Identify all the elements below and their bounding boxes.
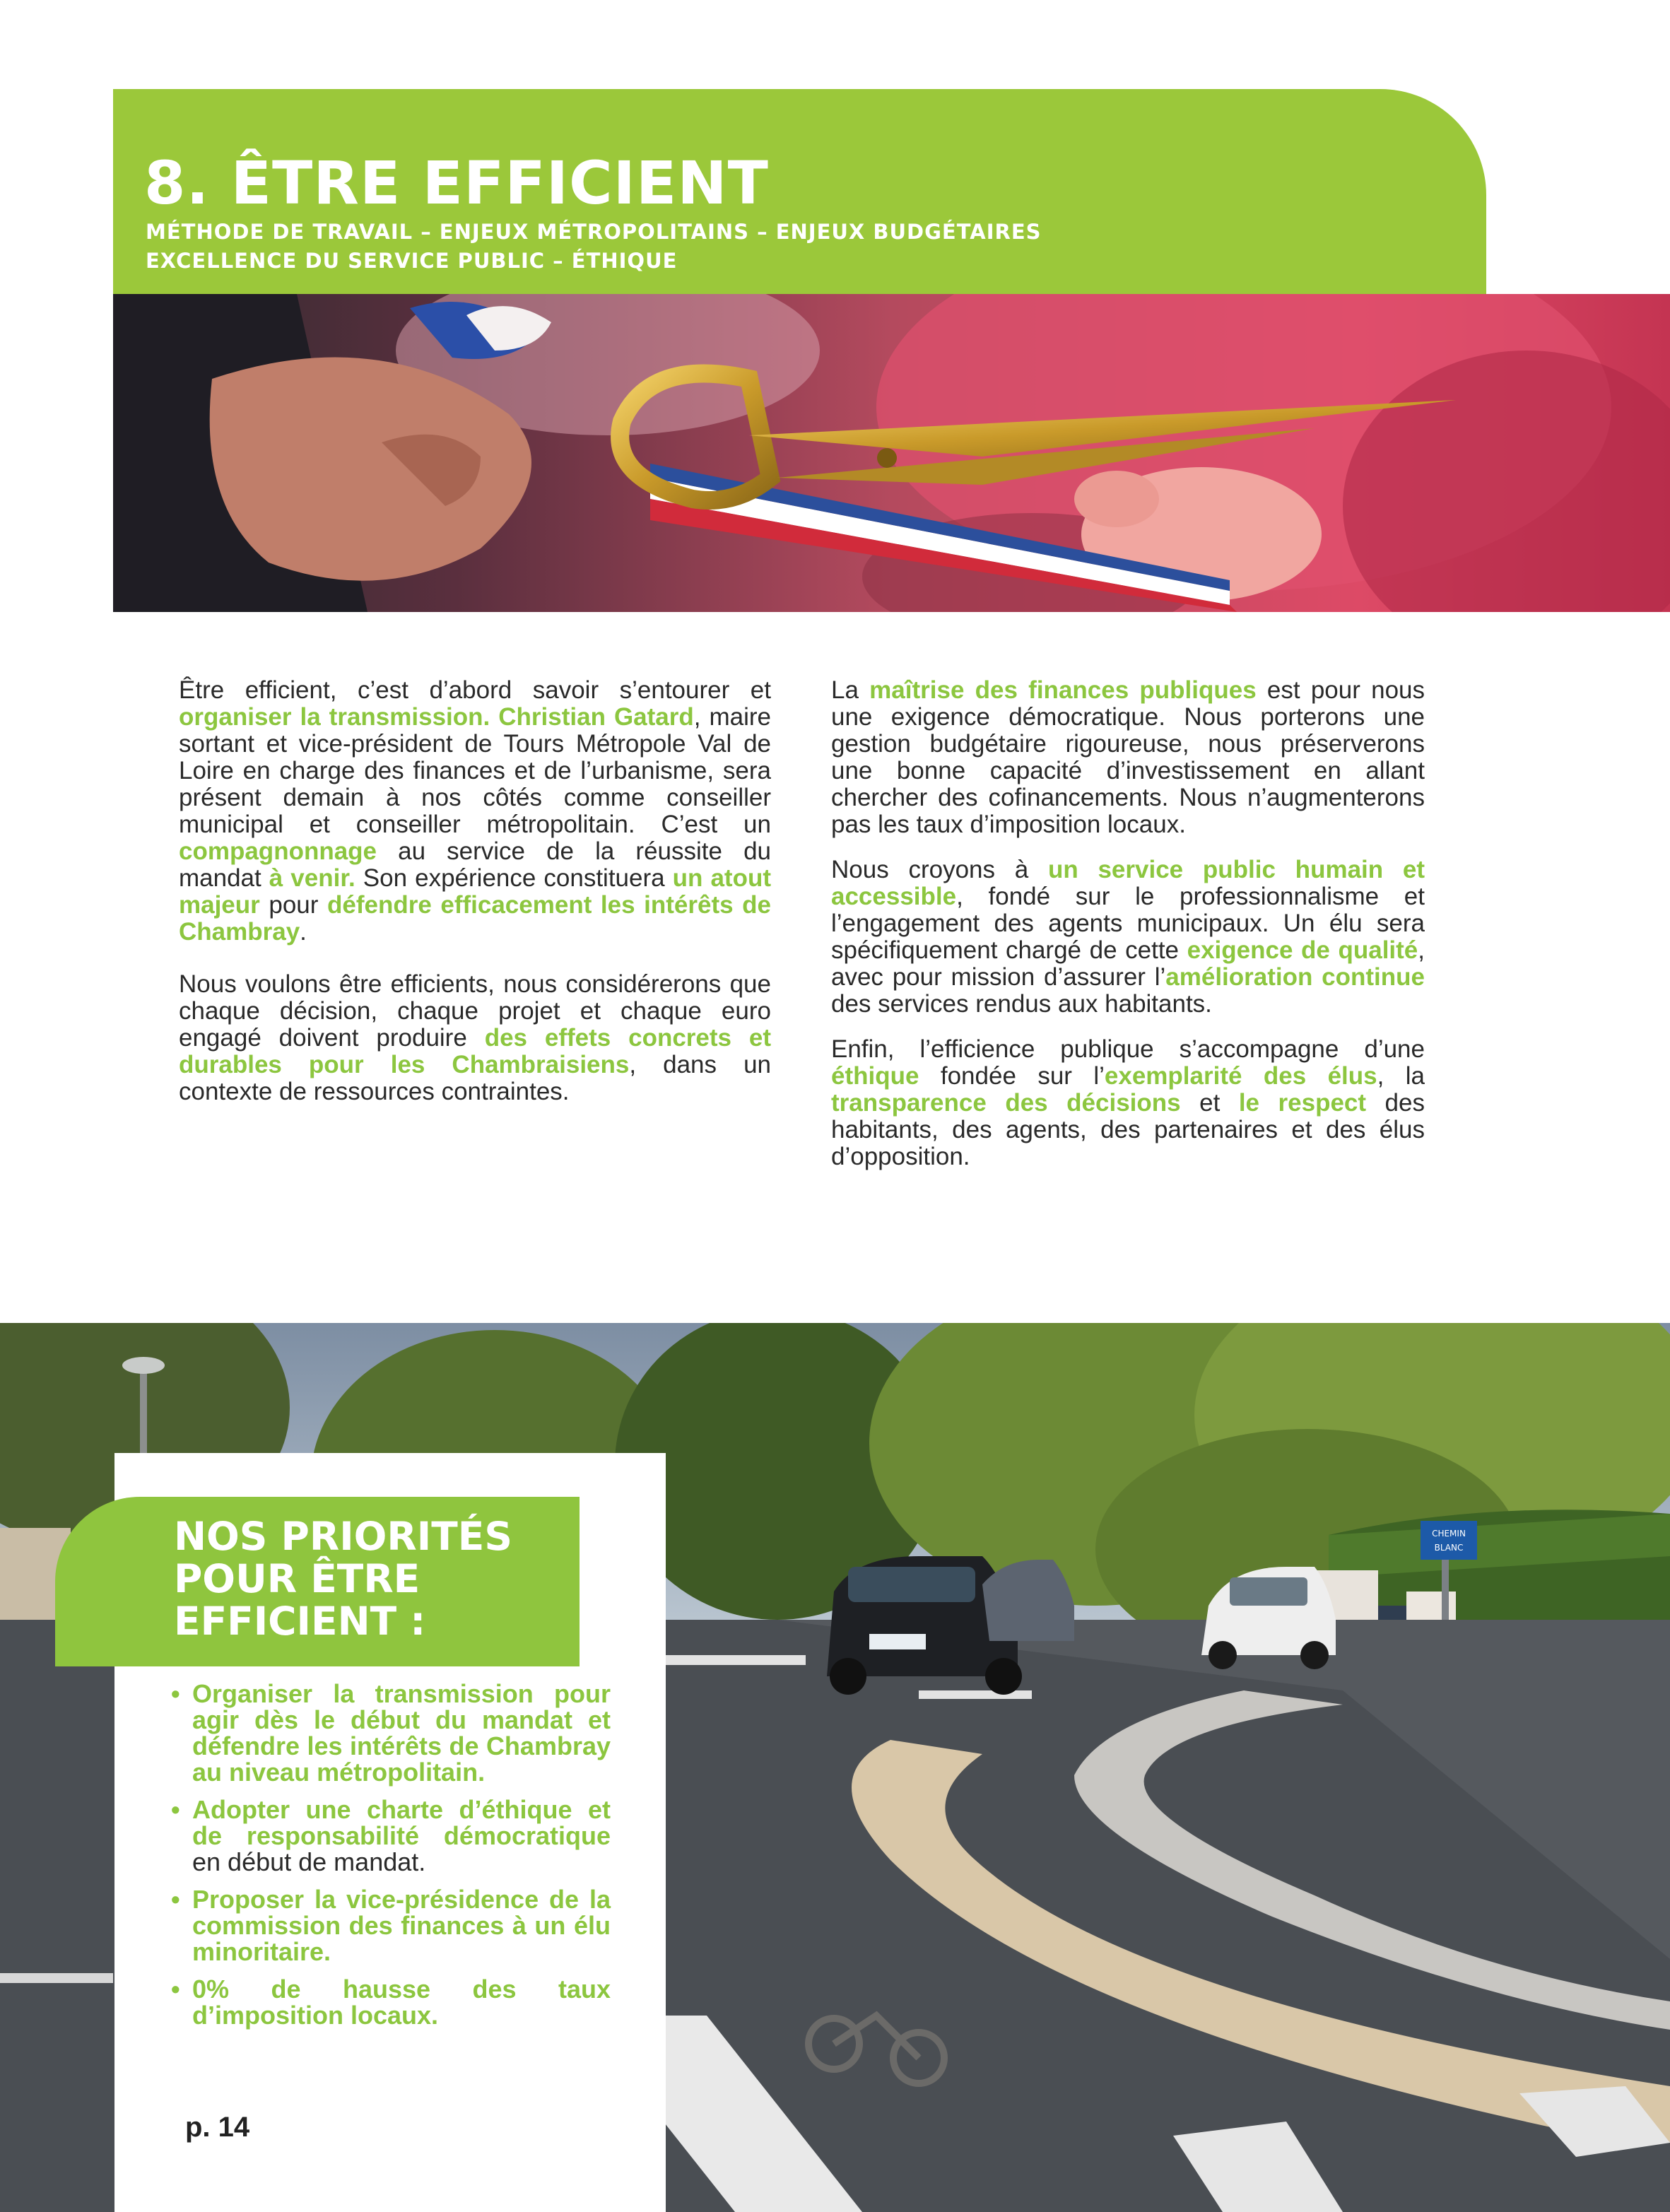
bullet-icon: • xyxy=(171,1679,180,1708)
left-text-column xyxy=(179,677,771,1131)
paragraph-service-public: Nous croyons à un service public humain et accessible, fondé sur le professionnalisme et l’engagement des agents municipaux. Un élu sera spécifiquement chargé de cette exigence de qualité, avec pour mission d’assurer l’amélioration continue des services rendus aux habitants. xyxy=(831,856,1425,1018)
priorities-list xyxy=(171,1681,611,2040)
page-number: p. 14 xyxy=(185,2112,250,2143)
ribbon-cutting-illustration xyxy=(113,294,1670,612)
subtitle-line-2: EXCELLENCE DU SERVICE PUBLIC – ÉTHIQUE xyxy=(146,249,678,273)
bullet-icon: • xyxy=(171,1885,180,1914)
bullet-icon: • xyxy=(171,1795,180,1824)
priority-item-taux: • 0% de hausse des taux d’imposition locaux. xyxy=(171,1975,611,2030)
subtitle-line-1: MÉTHODE DE TRAVAIL – ENJEUX MÉTROPOLITAINS – ENJEUX BUDGÉTAIRES xyxy=(146,220,1042,244)
paragraph-efficients: Nous voulons être efficients, nous considérerons que chaque décision, chaque projet et chaque euro engagé doivent produire des effets concrets et durables pour les Chambraisiens, dans un contexte de ressources contraintes. xyxy=(179,970,771,1105)
section-title: 8. ÊTRE EFFICIENT xyxy=(144,148,769,218)
ribbon-cutting-photo xyxy=(113,294,1670,612)
right-text-column xyxy=(831,677,1425,1189)
section-subtitle xyxy=(146,218,1042,276)
sign-line-2: BLANC xyxy=(1434,1543,1464,1553)
paragraph-finances: La maîtrise des finances publiques est pour nous une exigence démocratique. Nous porterons une gestion budgétaire rigoureuse, nous préserverons une bonne capacité d’investissement en allant chercher des cofinancements. Nous n’augmenterons pas les taux d’imposition locaux. xyxy=(831,676,1425,838)
priorities-title: NOS PRIORITÉS POUR ÊTRE EFFICIENT : xyxy=(174,1514,512,1644)
sign-line-1: CHEMIN xyxy=(1432,1529,1466,1539)
section-header-banner xyxy=(113,89,1486,294)
priority-item-transmission: • Organiser la transmission pour agir dès le début du mandat et défendre les intérêts de Chambray au niveau métropolitain. xyxy=(171,1679,611,1787)
paragraph-ethique: Enfin, l’efficience publique s’accompagne d’une éthique fondée sur l’exemplarité des élus, la transparence des décisions et le respect des habitants, des agents, des partenaires et des élus d’opposition. xyxy=(831,1035,1425,1170)
priority-item-charte: • Adopter une charte d’éthique et de responsabilité démocratique en début de mandat. xyxy=(171,1795,611,1876)
priority-item-vice-presidence: • Proposer la vice-présidence de la commission des finances à un élu minoritaire. xyxy=(171,1885,611,1966)
bullet-icon: • xyxy=(171,1975,180,2004)
paragraph-transmission: Être efficient, c’est d’abord savoir s’entourer et organiser la transmission. Christian Gatard, maire sortant et vice-président de Tours Métropole Val de Loire en charge des finances et de l’urbanisme, sera présent demain à nos côtés comme conseiller municipal et conseiller métropolitain. C’est un compagnonnage au service de la réussite du mandat à venir. Son expérience constituera un atout majeur pour défendre efficacement les intérêts de Chambray. xyxy=(179,676,772,946)
